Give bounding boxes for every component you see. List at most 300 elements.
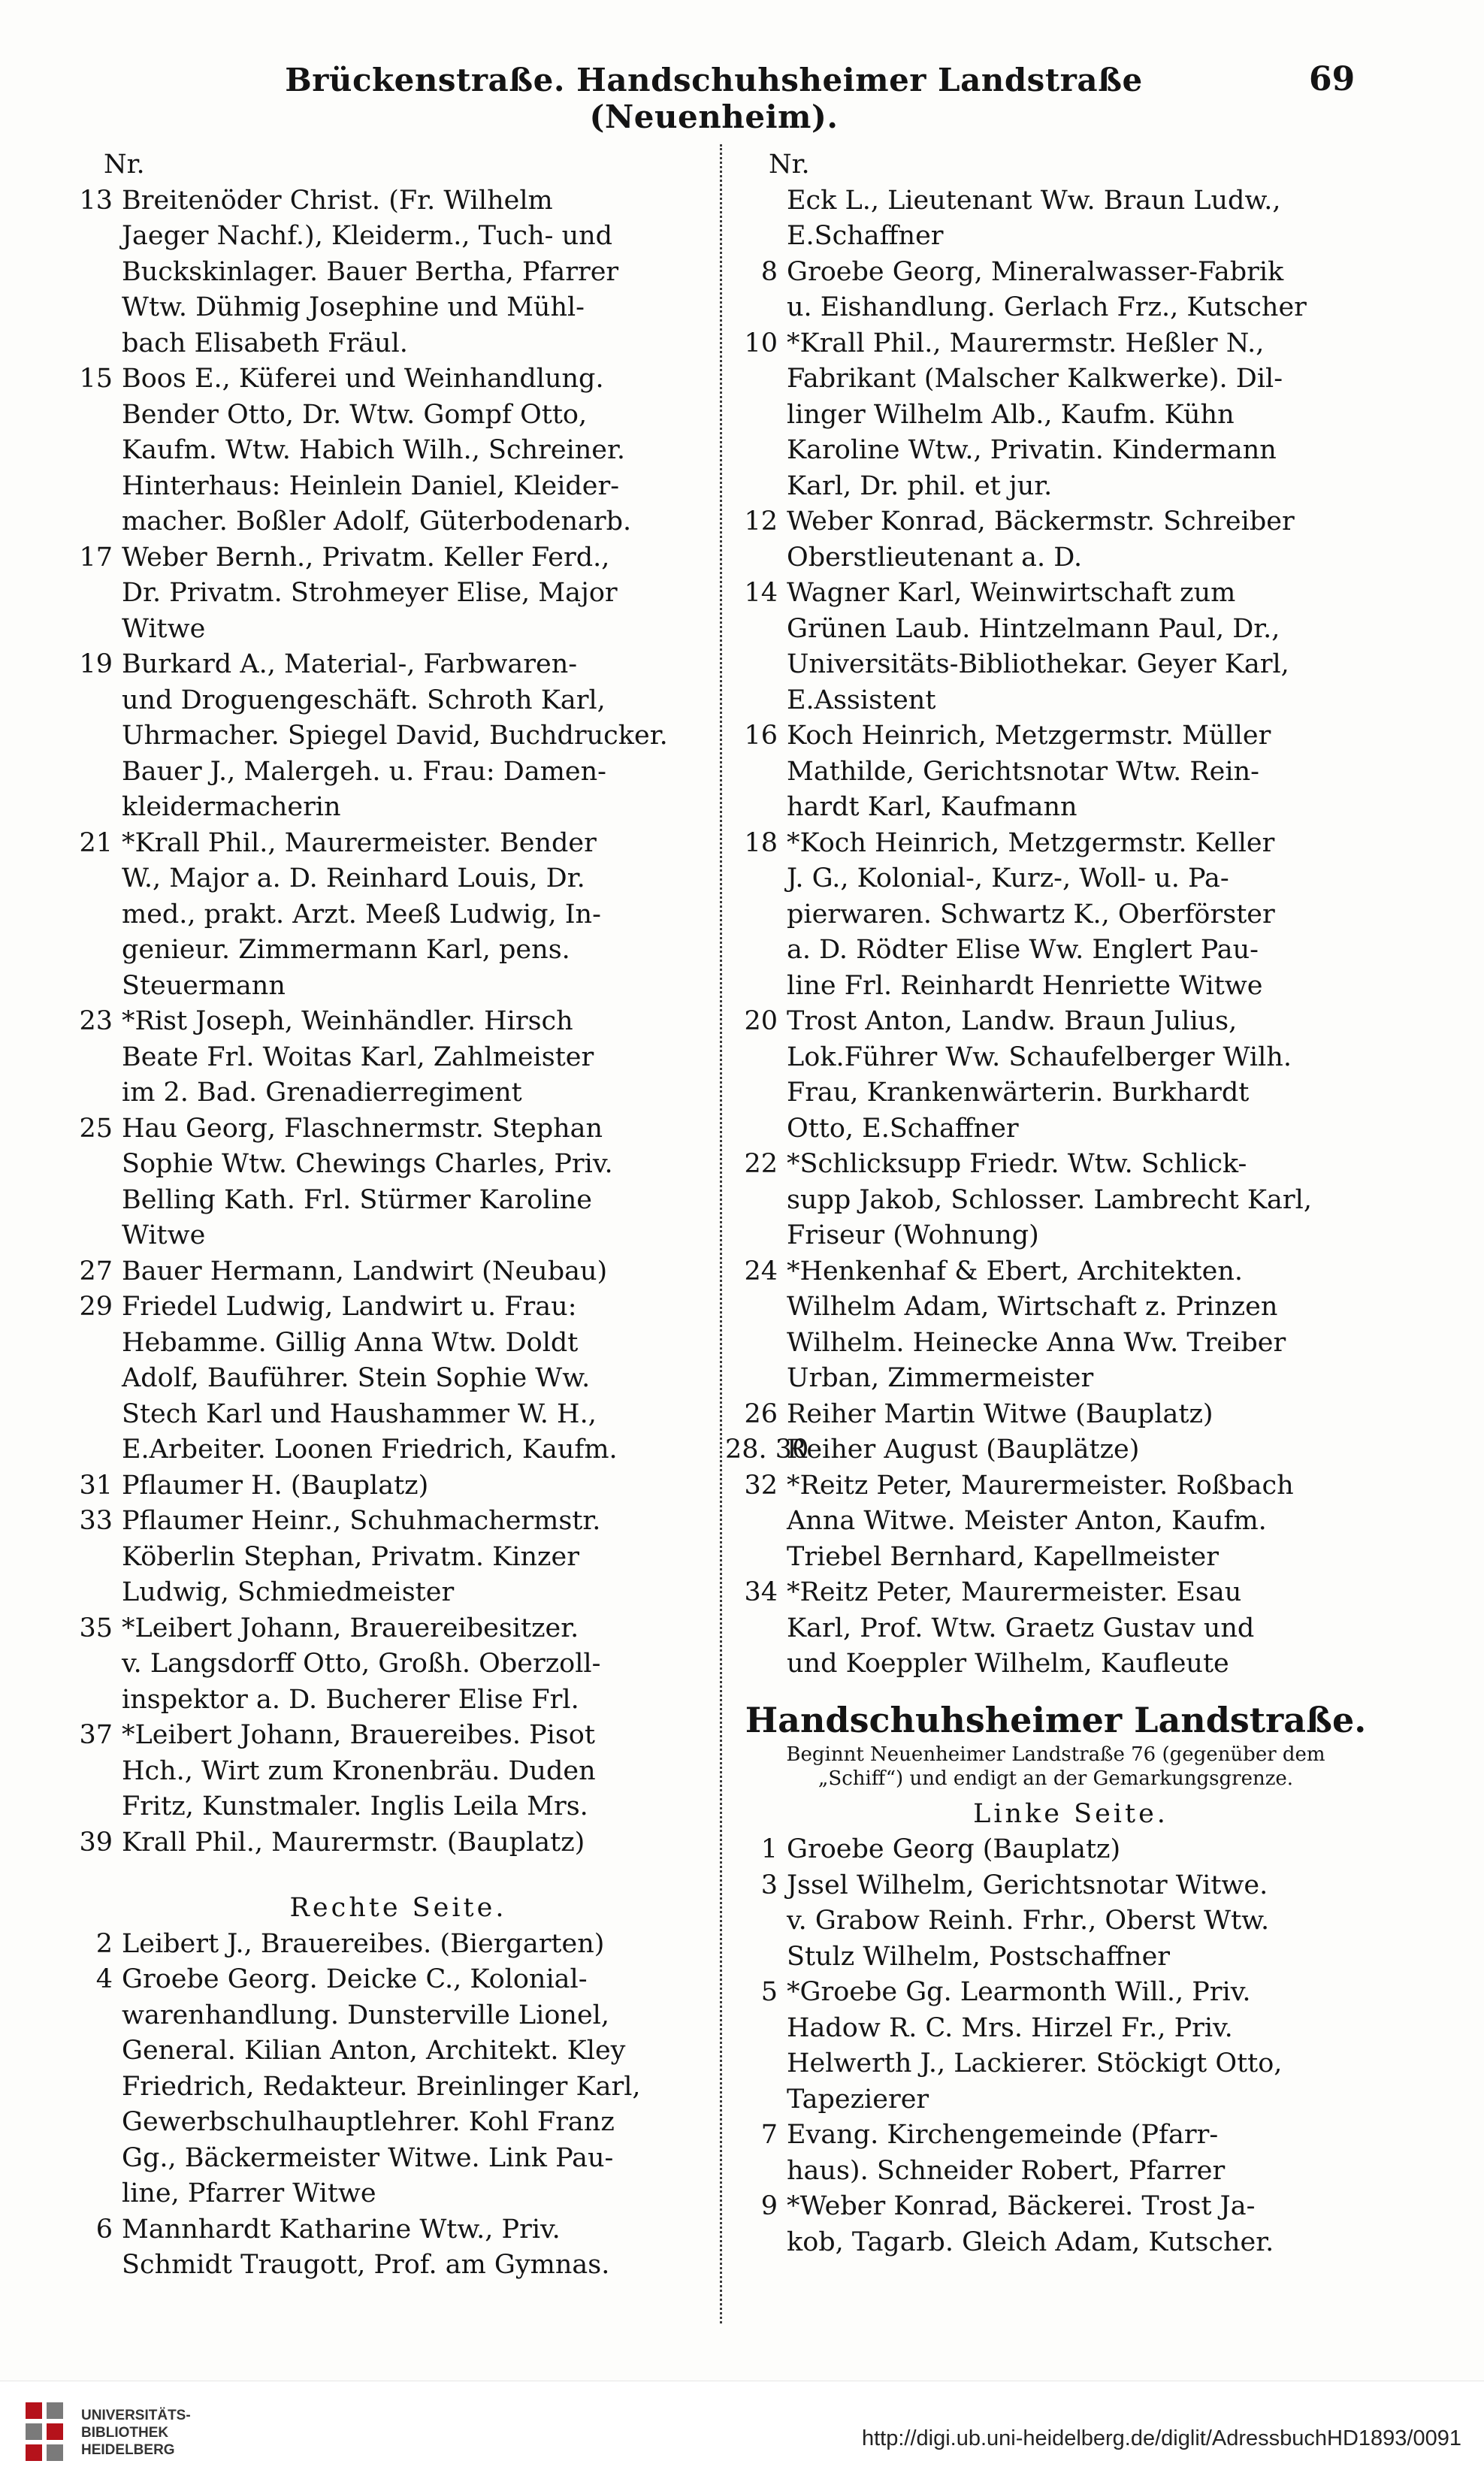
house-number: 13 xyxy=(79,185,113,216)
entry-text: *Krall Phil., Maurermstr. Heßler N., xyxy=(787,328,1265,358)
entry-line xyxy=(60,361,706,398)
side-head-linke-seite: Linke Seite. xyxy=(973,1798,1168,1829)
house-number: 21 xyxy=(79,827,113,858)
entry-line xyxy=(60,1611,706,1647)
entry-line xyxy=(725,933,1386,969)
entry-line xyxy=(60,683,706,719)
house-number: 26 xyxy=(744,1398,778,1429)
entry-text: Weber Bernh., Privatm. Keller Ferd., xyxy=(122,542,610,573)
house-number: 24 xyxy=(744,1256,778,1286)
entry-line xyxy=(725,1004,1386,1040)
entry-text: Karl, Dr. phil. et jur. xyxy=(787,470,1053,501)
entry-text: Schmidt Traugott, Prof. am Gymnas. xyxy=(122,2250,610,2280)
entry-line xyxy=(725,361,1386,398)
entry-line xyxy=(60,1111,706,1147)
entry-line xyxy=(60,933,706,969)
entry-line xyxy=(725,897,1386,933)
entry-text: und Droguengeschäft. Schroth Karl, xyxy=(122,685,606,715)
entry-text: bach Elisabeth Fräul. xyxy=(122,328,408,358)
address-entry xyxy=(725,2118,1386,2189)
entry-text: Köberlin Stephan, Privatm. Kinzer xyxy=(122,1541,579,1572)
house-number: 6 xyxy=(95,2214,113,2245)
address-entry xyxy=(60,540,706,648)
house-number: 29 xyxy=(79,1292,113,1322)
entry-text: Dr. Privatm. Strohmeyer Elise, Major xyxy=(122,578,618,608)
entry-line xyxy=(725,1111,1386,1147)
entry-text: Steuermann xyxy=(122,970,286,1001)
entry-line xyxy=(725,540,1386,576)
right-column xyxy=(725,147,1386,2260)
house-number: 1 xyxy=(760,1834,778,1864)
entry-text: Stulz Wilhelm, Postschaffner xyxy=(787,1941,1171,1972)
entry-text: Triebel Bernhard, Kapellmeister xyxy=(787,1541,1220,1572)
entry-line xyxy=(60,2105,706,2141)
entry-line xyxy=(60,1075,706,1111)
entry-line xyxy=(725,1832,1386,1868)
library-logo-icon xyxy=(21,2398,69,2467)
entry-text: *Koch Heinrich, Metzgermstr. Keller xyxy=(787,827,1275,858)
entry-line xyxy=(725,826,1386,862)
entry-line xyxy=(60,1789,706,1825)
house-number: 34 xyxy=(744,1577,778,1607)
entry-text: Fabrikant (Malscher Kalkwerke). Dil- xyxy=(787,364,1283,394)
house-number: 37 xyxy=(79,1720,113,1750)
house-number: 12 xyxy=(744,506,778,537)
address-entry xyxy=(60,361,706,540)
entry-line xyxy=(60,1754,706,1790)
entry-line xyxy=(725,1504,1386,1540)
entry-text: a. D. Rödter Elise Ww. Englert Pau- xyxy=(787,935,1259,965)
entry-text: Breitenöder Christ. (Fr. Wilhelm xyxy=(122,185,553,216)
spacer xyxy=(60,1861,706,1891)
entry-text: Fritz, Kunstmaler. Inglis Leila Mrs. xyxy=(122,1791,588,1821)
entry-text: kob, Tagarb. Gleich Adam, Kutscher. xyxy=(787,2227,1274,2257)
entry-text: hardt Karl, Kaufmann xyxy=(787,792,1077,822)
entry-text: Oberstlieutenant a. D. xyxy=(787,542,1083,573)
entry-line xyxy=(725,255,1386,291)
entry-text: Reiher Martin Witwe (Bauplatz) xyxy=(787,1398,1213,1429)
entry-line xyxy=(725,290,1386,326)
entry-line xyxy=(60,1927,706,1963)
entry-text: Pflaumer H. (Bauplatz) xyxy=(122,1470,429,1501)
entry-text: E.Assistent xyxy=(787,685,936,715)
entry-line xyxy=(725,1254,1386,1290)
entry-line xyxy=(725,469,1386,505)
address-entry xyxy=(60,1254,706,1290)
entry-text: J. G., Kolonial-, Kurz-, Woll- u. Pa- xyxy=(787,863,1229,893)
entry-text: Bauer J., Malergeh. u. Frau: Damen- xyxy=(122,756,606,787)
entry-text: kleidermacherin xyxy=(122,792,341,822)
address-entry xyxy=(60,1718,706,1825)
source-url-link[interactable]: http://digi.ub.uni-heidelberg.de/diglit/AdressbuchHD1893/0091 xyxy=(861,2426,1461,2450)
address-entry xyxy=(725,1254,1386,1397)
entry-text: Pflaumer Heinr., Schuhmachermstr. xyxy=(122,1506,601,1536)
entry-text: Burkard A., Material-, Farbwaren- xyxy=(122,649,578,679)
house-number: 32 xyxy=(744,1470,778,1501)
library-name-line: HEIDELBERG xyxy=(81,2442,175,2458)
entry-line xyxy=(60,2033,706,2069)
address-entry xyxy=(60,1004,706,1111)
entry-text: Bauer Hermann, Landwirt (Neubau) xyxy=(122,1256,608,1286)
entry-line xyxy=(725,1147,1386,1183)
house-number: 7 xyxy=(760,2120,778,2150)
entry-line xyxy=(60,1361,706,1397)
entry-text: Friedrich, Redakteur. Breinlinger Karl, xyxy=(122,2071,641,2102)
house-number: 8 xyxy=(760,256,778,287)
entry-text: macher. Boßler Adolf, Güterbodenarb. xyxy=(122,506,632,537)
address-entry xyxy=(60,1611,706,1719)
entry-text: Universitäts-Bibliothekar. Geyer Karl, xyxy=(787,649,1289,679)
entry-line xyxy=(60,1646,706,1682)
entry-text: haus). Schneider Robert, Pfarrer xyxy=(787,2155,1226,2186)
address-entry xyxy=(725,1397,1386,1433)
footer xyxy=(0,2381,1484,2482)
entry-text: Kaufm. Wtw. Habich Wilh., Schreiner. xyxy=(122,435,625,465)
entry-text: Frau, Krankenwärterin. Burkhardt xyxy=(787,1078,1250,1108)
entry-text: Witwe xyxy=(122,613,206,644)
entry-line xyxy=(60,219,706,255)
house-number: 15 xyxy=(79,364,113,394)
entry-line xyxy=(60,326,706,362)
entry-text: Wilhelm. Heinecke Anna Ww. Treiber xyxy=(787,1327,1286,1358)
running-head: Brückenstraße. Handschuhsheimer Landstraße (Neuenheim). xyxy=(285,62,1143,135)
address-entry xyxy=(60,826,706,1005)
entry-line xyxy=(60,2176,706,2212)
entry-text: line Frl. Reinhardt Henriette Witwe xyxy=(787,970,1263,1001)
entry-line xyxy=(60,647,706,683)
entry-line xyxy=(60,1254,706,1290)
nr-label: Nr. xyxy=(769,150,810,180)
entry-line xyxy=(725,969,1386,1005)
entry-line xyxy=(60,1504,706,1540)
entry-text: Koch Heinrich, Metzgermstr. Müller xyxy=(787,721,1271,751)
house-number: 31 xyxy=(79,1470,113,1501)
entry-text: Jssel Wilhelm, Gerichtsnotar Witwe. xyxy=(787,1870,1268,1900)
house-number: 35 xyxy=(79,1613,113,1643)
entry-line xyxy=(60,969,706,1005)
entry-text: Urban, Zimmermeister xyxy=(787,1363,1094,1393)
entry-text: Helwerth J., Lackierer. Stöckigt Otto, xyxy=(787,2048,1283,2078)
entry-line xyxy=(725,2046,1386,2082)
entry-line xyxy=(725,1326,1386,1362)
entry-text: E.Arbeiter. Loonen Friedrich, Kaufm. xyxy=(122,1434,618,1465)
entry-text: Bender Otto, Dr. Wtw. Gompf Otto, xyxy=(122,399,588,430)
entry-text: med., prakt. Arzt. Meeß Ludwig, In- xyxy=(122,899,601,930)
entry-text: Mathilde, Gerichtsnotar Wtw. Rein- xyxy=(787,756,1259,787)
right-entries xyxy=(725,183,1386,1682)
entry-text: Gewerbschulhauptlehrer. Kohl Franz xyxy=(122,2107,615,2137)
address-entry xyxy=(725,718,1386,826)
side-head-rechte-seite: Rechte Seite. xyxy=(289,1893,507,1923)
address-entry xyxy=(725,255,1386,326)
entry-line xyxy=(60,790,706,826)
address-entry xyxy=(725,1832,1386,1868)
entry-text: Adolf, Bauführer. Stein Sophie Ww. xyxy=(122,1363,591,1393)
entry-text: *Reitz Peter, Maurermeister. Roßbach xyxy=(787,1470,1294,1501)
entry-text: v. Grabow Reinh. Frhr., Oberst Wtw. xyxy=(787,1906,1270,1936)
address-entry xyxy=(60,183,706,362)
column-divider xyxy=(720,144,722,2323)
entry-line xyxy=(60,1326,706,1362)
address-entry xyxy=(725,504,1386,576)
entry-text: Wtw. Dühmig Josephine und Mühl- xyxy=(122,292,585,322)
entry-text: Hadow R. C. Mrs. Hirzel Fr., Priv. xyxy=(787,2012,1233,2043)
street-title: Handschuhsheimer Landstraße. xyxy=(745,1699,1367,1740)
entry-line xyxy=(60,826,706,862)
entry-line xyxy=(60,612,706,648)
entry-text: Tapezierer xyxy=(787,2084,929,2115)
address-entry xyxy=(725,326,1386,505)
entry-line xyxy=(60,540,706,576)
entry-text: *Weber Konrad, Bäckerei. Trost Ja- xyxy=(787,2191,1256,2221)
page-number: 69 xyxy=(1309,60,1356,98)
entry-line xyxy=(60,861,706,897)
entry-text: Anna Witwe. Meister Anton, Kaufm. xyxy=(787,1506,1267,1536)
entry-line xyxy=(60,1468,706,1504)
entry-text: Groebe Georg. Deicke C., Kolonial- xyxy=(122,1964,588,1994)
house-number: 33 xyxy=(79,1506,113,1536)
entry-line xyxy=(60,1397,706,1433)
entry-text: Witwe xyxy=(122,1220,206,1250)
entry-text: Belling Kath. Frl. Stürmer Karoline xyxy=(122,1184,592,1215)
entry-line xyxy=(60,1289,706,1326)
entry-line xyxy=(725,433,1386,469)
entry-line xyxy=(60,1004,706,1040)
address-entry xyxy=(60,2212,706,2284)
street-note-line: Beginnt Neuenheimer Landstraße 76 (gegenüber dem xyxy=(786,1743,1325,1766)
entry-line xyxy=(725,647,1386,683)
address-entry xyxy=(725,1004,1386,1147)
entry-text: *Henkenhaf & Ebert, Architekten. xyxy=(787,1256,1243,1286)
entry-text: Hinterhaus: Heinlein Daniel, Kleider- xyxy=(122,470,620,501)
entry-line xyxy=(60,576,706,612)
entry-line xyxy=(725,1903,1386,1939)
entry-text: im 2. Bad. Grenadierregiment xyxy=(122,1078,522,1108)
entry-line xyxy=(725,1183,1386,1219)
entry-text: Buckskinlager. Bauer Bertha, Pfarrer xyxy=(122,256,619,287)
entry-line xyxy=(725,2225,1386,2261)
entry-text: Krall Phil., Maurermstr. (Bauplatz) xyxy=(122,1827,585,1858)
entry-line xyxy=(60,1218,706,1254)
entry-line xyxy=(60,1682,706,1719)
address-entry xyxy=(60,1825,706,1861)
address-entry xyxy=(60,647,706,826)
entry-text: *Groebe Gg. Learmonth Will., Priv. xyxy=(787,1977,1251,2007)
entry-line xyxy=(725,1397,1386,1433)
address-entry xyxy=(725,183,1386,255)
entry-line xyxy=(725,612,1386,648)
address-entry xyxy=(725,826,1386,1005)
entry-line xyxy=(60,1432,706,1468)
entry-line xyxy=(725,861,1386,897)
house-number: 17 xyxy=(79,542,113,573)
entry-line xyxy=(725,754,1386,791)
entry-line xyxy=(60,754,706,791)
entry-text: Friseur (Wohnung) xyxy=(787,1220,1039,1250)
entry-text: Beate Frl. Woitas Karl, Zahlmeister xyxy=(122,1041,594,1072)
address-entry xyxy=(60,1962,706,2212)
library-name-line: BIBLIOTHEK xyxy=(81,2425,169,2441)
entry-line xyxy=(725,398,1386,434)
entry-text: Groebe Georg (Bauplatz) xyxy=(787,1834,1121,1864)
entry-text: *Leibert Johann, Brauereibes. Pisot xyxy=(122,1720,595,1750)
entry-line xyxy=(725,790,1386,826)
address-entry xyxy=(725,1975,1386,2118)
address-entry xyxy=(60,1927,706,1963)
entry-text: Stech Karl und Haushammer W. H., xyxy=(122,1398,597,1429)
entry-line xyxy=(60,2069,706,2106)
entry-line xyxy=(60,1825,706,1861)
entry-text: Wagner Karl, Weinwirtschaft zum xyxy=(787,578,1236,608)
entry-line xyxy=(725,2082,1386,2118)
house-number: 23 xyxy=(79,1006,113,1036)
address-entry xyxy=(725,1575,1386,1682)
entry-line xyxy=(725,718,1386,754)
address-entry xyxy=(725,1468,1386,1576)
house-number: 10 xyxy=(744,328,778,358)
entry-line xyxy=(725,1432,1386,1468)
entry-line xyxy=(60,2141,706,2177)
entry-line xyxy=(725,1646,1386,1682)
entry-text: *Krall Phil., Maurermeister. Bender xyxy=(122,827,597,858)
entry-line xyxy=(725,1218,1386,1254)
entry-line xyxy=(60,504,706,540)
entry-line xyxy=(725,2011,1386,2047)
entry-line xyxy=(725,2189,1386,2225)
entry-line xyxy=(60,398,706,434)
entry-text: Mannhardt Katharine Wtw., Priv. xyxy=(122,2214,561,2245)
entry-text: *Leibert Johann, Brauereibesitzer. xyxy=(122,1613,579,1643)
house-number: 25 xyxy=(79,1113,113,1144)
entry-text: Evang. Kirchengemeinde (Pfarr- xyxy=(787,2120,1219,2150)
entry-line xyxy=(60,897,706,933)
entry-line xyxy=(60,290,706,326)
entry-text: Wilhelm Adam, Wirtschaft z. Prinzen xyxy=(787,1292,1278,1322)
house-number: 20 xyxy=(744,1006,778,1036)
house-number: 18 xyxy=(744,827,778,858)
entry-text: Karoline Wtw., Privatin. Kindermann xyxy=(787,435,1277,465)
entry-text: Uhrmacher. Spiegel David, Buchdrucker. xyxy=(122,721,668,751)
address-entry xyxy=(725,1147,1386,1254)
entry-text: Weber Konrad, Bäckermstr. Schreiber xyxy=(787,506,1295,537)
left-column xyxy=(60,147,706,2284)
entry-line xyxy=(725,1468,1386,1504)
entry-text: Sophie Wtw. Chewings Charles, Priv. xyxy=(122,1149,613,1179)
entry-text: Karl, Prof. Wtw. Graetz Gustav und xyxy=(787,1613,1255,1643)
entry-text: inspektor a. D. Bucherer Elise Frl. xyxy=(122,1684,579,1715)
entry-text: und Koeppler Wilhelm, Kaufleute xyxy=(787,1649,1229,1679)
address-entry xyxy=(725,1868,1386,1976)
entry-text: *Schlicksupp Friedr. Wtw. Schlick- xyxy=(787,1149,1247,1179)
entry-line xyxy=(725,326,1386,362)
entry-text: Trost Anton, Landw. Braun Julius, xyxy=(787,1006,1238,1036)
entry-text: Grünen Laub. Hintzelmann Paul, Dr., xyxy=(787,613,1280,644)
entry-text: General. Kilian Anton, Architekt. Kley xyxy=(122,2036,626,2066)
entry-text: Ludwig, Schmiedmeister xyxy=(122,1577,455,1607)
house-number: 5 xyxy=(760,1977,778,2007)
entry-text: Boos E., Küferei und Weinhandlung. xyxy=(122,364,604,394)
entry-text: line, Pfarrer Witwe xyxy=(122,2178,376,2208)
entry-line xyxy=(60,718,706,754)
entry-line xyxy=(60,1040,706,1076)
entry-line xyxy=(725,1289,1386,1326)
house-number: 9 xyxy=(760,2191,778,2221)
library-name xyxy=(81,2407,191,2459)
entry-text: Eck L., Lieutenant Ww. Braun Ludw., xyxy=(787,185,1281,216)
entry-text: pierwaren. Schwartz K., Oberförster xyxy=(787,899,1275,930)
house-number: 27 xyxy=(79,1256,113,1286)
entry-text: Gg., Bäckermeister Witwe. Link Pau- xyxy=(122,2142,614,2173)
entry-line xyxy=(725,2154,1386,2190)
entry-text: warenhandlung. Dunsterville Lionel, xyxy=(122,2000,609,2030)
address-entry xyxy=(60,1504,706,1611)
entry-line xyxy=(60,1147,706,1183)
entry-line xyxy=(60,1962,706,1998)
house-number: 4 xyxy=(95,1964,113,1994)
entry-line xyxy=(60,183,706,219)
house-number: 14 xyxy=(744,578,778,608)
entry-text: W., Major a. D. Reinhard Louis, Dr. xyxy=(122,863,585,893)
entry-text: Jaeger Nachf.), Kleiderm., Tuch- und xyxy=(122,221,613,251)
entry-text: Groebe Georg, Mineralwasser-Fabrik xyxy=(787,256,1284,287)
entry-text: *Reitz Peter, Maurermeister. Esau xyxy=(787,1577,1242,1607)
entry-line xyxy=(60,1575,706,1611)
entry-line xyxy=(725,504,1386,540)
entry-line xyxy=(725,576,1386,612)
entry-text: Leibert J., Brauereibes. (Biergarten) xyxy=(122,1928,605,1959)
house-number: 28. 30 xyxy=(725,1434,809,1465)
entry-line xyxy=(725,1540,1386,1576)
entry-text: genieur. Zimmermann Karl, pens. xyxy=(122,935,570,965)
entry-line xyxy=(725,683,1386,719)
house-number: 3 xyxy=(760,1870,778,1900)
entry-text: linger Wilhelm Alb., Kaufm. Kühn xyxy=(787,399,1235,430)
entry-text: Friedel Ludwig, Landwirt u. Frau: xyxy=(122,1292,577,1322)
address-entry xyxy=(60,1111,706,1254)
entry-line xyxy=(60,2248,706,2284)
entry-line xyxy=(60,1718,706,1754)
address-entry xyxy=(60,1289,706,1468)
entry-text: u. Eishandlung. Gerlach Frz., Kutscher xyxy=(787,292,1307,322)
entry-line xyxy=(725,1075,1386,1111)
house-number: 16 xyxy=(744,721,778,751)
address-entry xyxy=(725,576,1386,718)
entry-line xyxy=(60,1540,706,1576)
entry-line xyxy=(725,1939,1386,1976)
house-number: 2 xyxy=(95,1928,113,1959)
address-entry xyxy=(725,2189,1386,2260)
entry-text: Hau Georg, Flaschnermstr. Stephan xyxy=(122,1113,603,1144)
library-name-line: UNIVERSITÄTS- xyxy=(81,2408,191,2423)
left-entries xyxy=(60,183,706,1861)
entry-line xyxy=(725,2118,1386,2154)
house-number: 22 xyxy=(744,1149,778,1179)
entry-text: supp Jakob, Schlosser. Lambrecht Karl, xyxy=(787,1184,1312,1215)
entry-text: E.Schaffner xyxy=(787,221,944,251)
street-note-line: „Schiff“) und endigt an der Gemarkungsgrenze. xyxy=(818,1767,1294,1790)
entry-line xyxy=(725,183,1386,219)
entry-text: Reiher August (Bauplätze) xyxy=(787,1434,1140,1465)
entry-line xyxy=(60,255,706,291)
entry-text: v. Langsdorff Otto, Großh. Oberzoll- xyxy=(122,1649,601,1679)
right-side-entries xyxy=(60,1927,706,2284)
entry-line xyxy=(60,433,706,469)
entry-line xyxy=(725,219,1386,255)
house-number: 39 xyxy=(79,1827,113,1858)
house-number: 19 xyxy=(79,649,113,679)
entry-line xyxy=(725,1361,1386,1397)
entry-line xyxy=(725,1975,1386,2011)
